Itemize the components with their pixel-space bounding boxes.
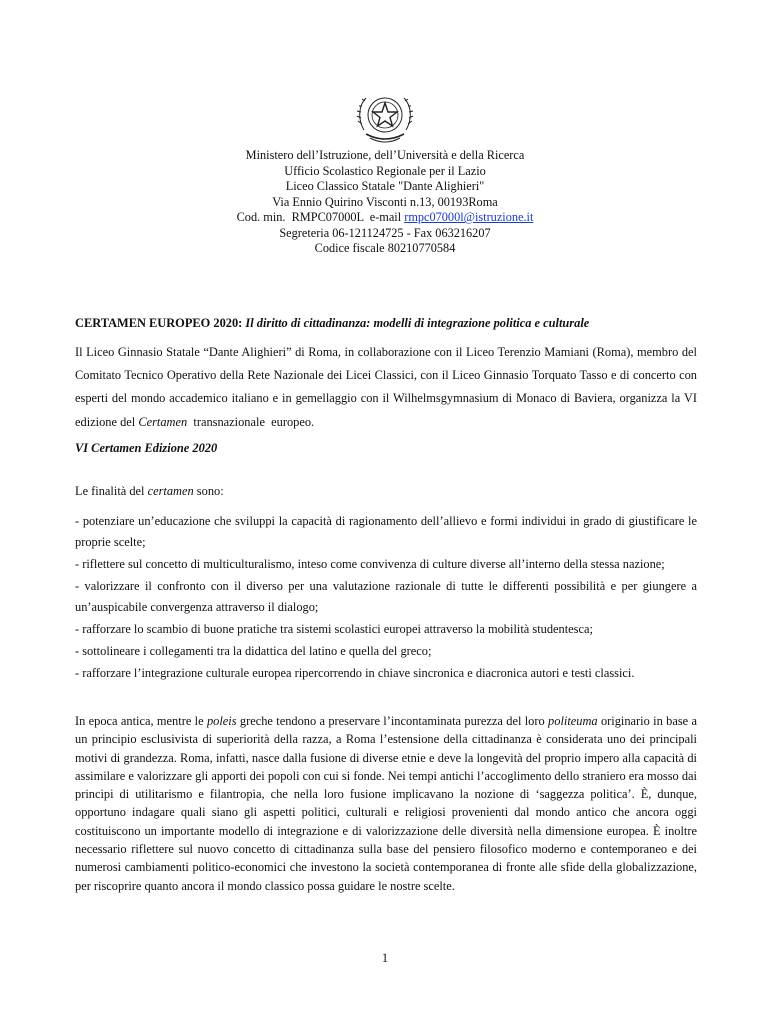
intro-text: Il Liceo Ginnasio Statale “Dante Alighieri” di Roma, in collaborazione con il Liceo Terenzio Mamiani (Roma), membro del Comitato Tecnico Operativo della Rete Nazionale dei Licei Classici, con il Liceo Ginnasio Torquato Tasso e di concerto con esperti del mondo accademico italiano e in gemellaggio con il Wilhelmsgymnasium di Monaco di Baviera, organizza la VI edizione del [75, 345, 697, 429]
goals-text-end: sono: [193, 484, 224, 498]
tax-code-line: Codice fiscale 80210770584 [314, 241, 456, 255]
ministry-line: Ministero dell’Istruzione, dell’Università e della Ricerca [245, 148, 525, 162]
goals-text: Le finalità del [75, 484, 148, 498]
title-bold: CERTAMEN EUROPEO 2020: [75, 316, 246, 330]
document-title [75, 316, 589, 331]
intro-paragraph [75, 341, 697, 434]
code-text: Cod. min. RMPC07000L e-mail [236, 210, 405, 224]
intro-text-end: transnazionale europeo. [187, 414, 315, 429]
edition-subtitle: VI Certamen Edizione 2020 [75, 441, 218, 455]
body-italic-poleis: poleis [206, 714, 237, 728]
body-paragraph [75, 712, 697, 895]
list-item: - sottolineare i collegamenti tra la didattica del latino e quella del greco; [75, 643, 432, 658]
address-line: Via Ennio Quirino Visconti n.13, 00193Roma [272, 194, 498, 209]
goals-intro [75, 484, 224, 499]
phone-fax-line: Segreteria 06-121124725 - Fax 063216207 [279, 225, 491, 240]
body-text: greche tendono a preservare l’incontaminata purezza del loro [236, 714, 549, 728]
email-link[interactable]: rmpc07000l@istruzione.it [404, 210, 534, 224]
list-item: - riflettere sul concetto di multiculturalismo, inteso come convivenza di culture diverse all’interno della stessa nazione; [75, 556, 665, 571]
italian-republic-emblem-icon [354, 86, 416, 148]
goals-italic-word: certamen [147, 484, 194, 498]
intro-italic-word: Certamen [138, 414, 188, 429]
regional-office-line: Ufficio Scolastico Regionale per il Lazio [284, 163, 486, 178]
school-name-line: Liceo Classico Statale "Dante Alighieri" [285, 179, 485, 193]
goals-list [75, 511, 697, 685]
body-text: In epoca antica, mentre le [75, 714, 207, 728]
code-email-line [160, 210, 610, 226]
list-item: - rafforzare lo scambio di buone pratiche tra sistemi scolastici europei attraverso la mobilità studentesca; [75, 621, 593, 636]
institution-header [160, 148, 610, 257]
title-italic: Il diritto di cittadinanza: modelli di integrazione politica e culturale [245, 316, 590, 330]
list-item: - potenziare un’educazione che sviluppi la capacità di ragionamento dell’allievo e formi individui in grado di giustificare le proprie scelte; [75, 514, 697, 549]
list-item: - rafforzare l’integrazione culturale europea ripercorrendo in chiave sincronica e diacronica autori e testi classici. [75, 666, 635, 681]
page-number: 1 [381, 951, 389, 965]
list-item: - valorizzare il confronto con il diverso per una valutazione razionale di tutte le differenti possibilità e per giungere a un’auspicabile convergenza attraverso il dialogo; [75, 578, 697, 614]
body-italic-politeuma: politeuma [548, 714, 598, 728]
body-text: originario in base a un principio esclusivista di superiorità della razza, a Roma l’estensione della cittadinanza è considerata uno dei principali motivi di grandezza. Roma, infatti, nasce dalla fusione di diverse etnie e deve la longevità del proprio impero alla capacità di assimilare e valorizzare gli apporti dei popoli con cui si fonde. Nei tempi antichi l’accoglimento dello straniero era mosso dai principi di utilitarismo e filantropia, che nella loro fusione implicavano la nozione di ‘saggezza politica’. È, dunque, opportuno indagare quali siano gli aspetti politici, culturali e religiosi provenienti dal mondo antico che ancora oggi costituiscono un importante modello di integrazione e di valorizzazione delle diversità nella dimensione europea. È inoltre necessario riflettere sul nuovo concetto di cittadinanza sulla base del pensiero filosofico moderno e contemporaneo e dei numerosi cambiamenti politico-economici che investono la società contemporanea di fronte alle sfide della globalizzazione, per riscoprire quanto ancora il mondo classico possa guidare le nostre scelte. [75, 714, 697, 893]
